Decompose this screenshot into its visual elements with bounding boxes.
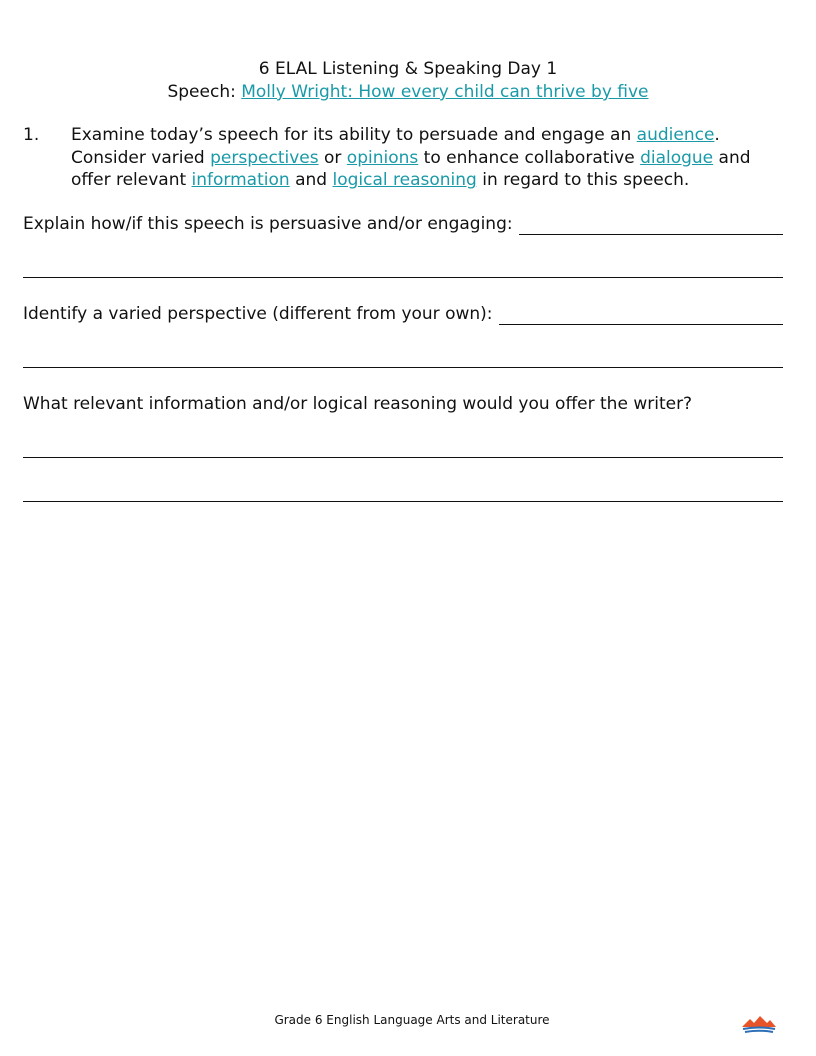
explain-prompt-row bbox=[23, 213, 783, 235]
information-link[interactable]: information bbox=[191, 170, 290, 190]
relevant-answer-line-1[interactable] bbox=[23, 457, 783, 458]
relevant-prompt-row bbox=[23, 393, 783, 415]
perspectives-link[interactable]: perspectives bbox=[210, 147, 319, 168]
opinions-link[interactable]: opinions bbox=[346, 147, 419, 168]
question-text bbox=[71, 124, 771, 192]
question-1 bbox=[23, 124, 783, 192]
identify-answer-line-2[interactable] bbox=[23, 367, 783, 368]
relevant-prompt: What relevant information and/or logical reasoning would you offer the writer? bbox=[23, 394, 693, 414]
audience-link[interactable]: audience bbox=[636, 125, 715, 145]
relevant-answer-line-2[interactable] bbox=[23, 501, 783, 502]
logical-reasoning-link[interactable]: logical reasoning bbox=[332, 170, 477, 190]
question-text-part: and offer relevant bbox=[71, 147, 751, 190]
question-text-part: and bbox=[289, 170, 333, 190]
question-number: 1. bbox=[23, 125, 40, 145]
speech-line bbox=[0, 81, 816, 104]
identify-answer-line[interactable] bbox=[499, 308, 783, 325]
question-text-part: in regard to this speech. bbox=[476, 170, 690, 190]
mountain-logo-icon bbox=[741, 1014, 777, 1036]
speech-label: Speech: bbox=[167, 82, 242, 102]
question-text-part: or bbox=[318, 147, 347, 168]
dialogue-link[interactable]: dialogue bbox=[640, 147, 714, 168]
speech-link[interactable]: Molly Wright: How every child can thrive by five bbox=[241, 82, 649, 102]
identify-prompt: Identify a varied perspective (different from your own): bbox=[23, 304, 493, 324]
footer-text: Grade 6 English Language Arts and Literature bbox=[274, 1013, 550, 1027]
page-title: 6 ELAL Listening & Speaking Day 1 bbox=[258, 59, 558, 79]
explain-answer-line-2[interactable] bbox=[23, 277, 783, 278]
explain-answer-line[interactable] bbox=[519, 218, 783, 235]
title-block bbox=[0, 58, 816, 104]
question-text-part: . Consider varied bbox=[71, 125, 720, 168]
question-text-part: to enhance collaborative bbox=[418, 147, 641, 168]
explain-prompt: Explain how/if this speech is persuasive and/or engaging: bbox=[23, 214, 513, 234]
question-text-part: Examine today’s speech for its ability to persuade and engage an bbox=[71, 125, 637, 145]
identify-prompt-row bbox=[23, 303, 783, 325]
